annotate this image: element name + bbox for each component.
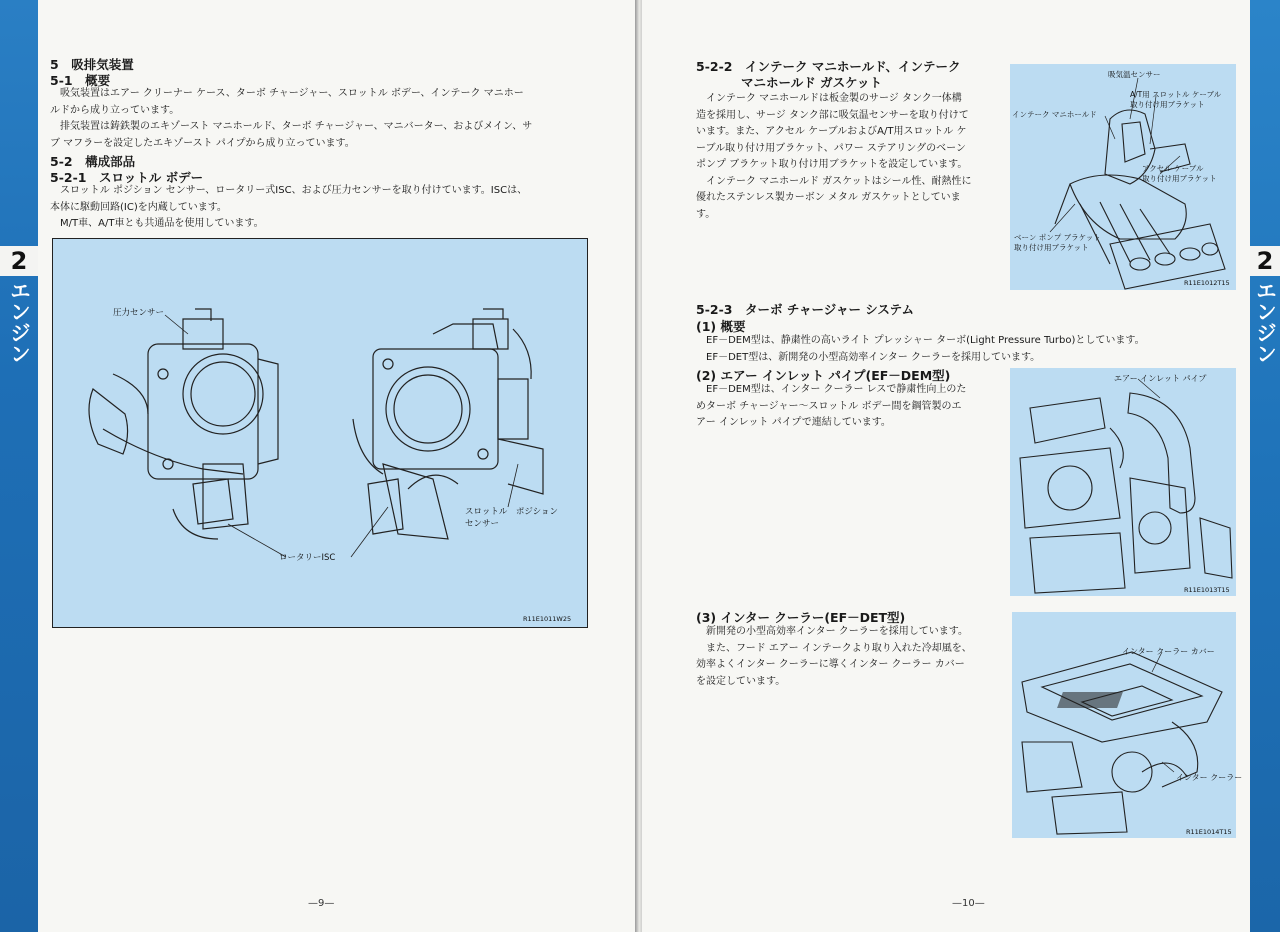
page-number-left: —9— <box>308 898 335 909</box>
heading-overview: (1) 概要 <box>696 319 746 334</box>
label-vane-pump-2: 取り付け用ブラケット <box>1014 243 1089 252</box>
chapter-title: エンジン <box>7 280 32 364</box>
figure-code-2: R11E1013T15 <box>1184 586 1230 594</box>
label-intake-manifold: インテーク マニホールド <box>1012 110 1097 119</box>
paragraph-5-2-2: インテーク マニホールドは板金製のサージ タンク一体構 造を採用し、サージ タンク部に吸気温センサーを取り付けて います。また、アクセル ケーブルおよびA/T用スロットル ケ ーブル取り付け用ブラケット、パワー ステアリングのベーン ポンプ ブラケット取り付け用ブラケットを設定しています。 インテーク マニホールド ガスケットはシール性、耐熱性に 優れたステンレス製カーボン メタル ガスケットとしていま す。 <box>696 93 972 220</box>
figure-code-1: R11E1012T15 <box>1184 279 1230 287</box>
label-rotary-isc: ロータリーISC <box>279 553 336 563</box>
air-inlet-pipe-drawing <box>1010 368 1236 596</box>
intake-manifold-figure <box>1010 64 1236 290</box>
heading-5-2: 5-2 構成部品 <box>50 154 136 169</box>
paragraph-5-1: 吸気装置はエアー クリーナー ケース、ターボ チャージャー、スロットル ボデー、インテーク マニホー ルドから成り立っています。 排気装置は鋳鉄製のエキゾースト マニホールド、ターボ チャージャー、マニバーター、およびメイン、サ ブ マフラーを設定したエキゾースト パイプから成り立っています。 <box>50 88 533 149</box>
heading-5-1: 5-1 概要 <box>50 73 111 88</box>
chapter-tab-left <box>0 0 38 932</box>
paragraph-air-inlet-pipe: EF－DEM型は、インター クーラー レスで静粛性向上のた めターボ チャージャー～スロットル ボデー間を鋼管製のエ アー インレット パイプで連結しています。 <box>696 384 967 428</box>
figure-code-3: R11E1014T15 <box>1186 828 1232 836</box>
label-vane-pump-1: ベーン ポンプ ブラケット <box>1014 233 1101 242</box>
chapter-title-right: エンジン <box>1253 280 1278 364</box>
heading-5-2-2-line1: 5-2-2 インテーク マニホールド、インテーク <box>696 59 961 74</box>
heading-5: 5 吸排気装置 <box>50 57 134 72</box>
label-tps-2: センサー <box>465 519 500 529</box>
paragraph-5-2-1: スロットル ポジション センサー、ロータリー式ISC、および圧力センサーを取り付けています。ISCは、 本体に駆動回路(IC)を内蔵しています。 M/T車、A/T車とも共通品を使用しています。 <box>50 185 528 229</box>
chapter-number: 2 <box>0 246 38 276</box>
label-intercooler: インター クーラー <box>1176 773 1243 782</box>
paragraph-overview: EF－DEM型は、静粛性の高いライト プレッシャー ターボ(Light Pressure Turbo)としています。 EF－DET型は、新開発の小型高効率インター クーラーを採用しています。 <box>706 335 1145 363</box>
label-tps-1: スロットル ポジション <box>465 507 558 517</box>
binding-gutter <box>635 0 642 932</box>
label-at-cable-1: A/T用 スロットル ケーブル <box>1130 90 1222 99</box>
intercooler-figure <box>1012 612 1243 838</box>
air-inlet-pipe-figure <box>1010 368 1236 596</box>
label-intake-temp-sensor: 吸気温センサー <box>1108 70 1161 79</box>
paragraph-intercooler: 新開発の小型高効率インター クーラーを採用しています。 また、フード エアー インテークより取り入れた冷却風を、 効率よくインター クーラーに導くインター クーラー カバー を設定しています。 <box>696 626 972 687</box>
heading-air-inlet-pipe: (2) エアー インレット パイプ(EF－DEM型) <box>696 368 951 383</box>
label-accel-cable-1: アクセル ケーブル <box>1142 164 1204 173</box>
throttle-body-figure <box>52 238 588 628</box>
chapter-tab-right <box>1250 0 1280 932</box>
heading-5-2-3: 5-2-3 ターボ チャージャー システム <box>696 302 915 317</box>
chapter-number-right: 2 <box>1250 246 1280 276</box>
page-right <box>642 0 1250 932</box>
label-intercooler-cover: インター クーラー カバー <box>1122 647 1215 656</box>
figure-code: R11E1011W25 <box>523 615 572 623</box>
label-pressure-sensor: 圧力センサー <box>113 308 165 318</box>
page-left <box>38 0 635 932</box>
heading-5-2-2-line2: マニホールド ガスケット <box>741 75 882 90</box>
label-at-cable-2: 取り付け用ブラケット <box>1130 100 1205 109</box>
label-air-inlet-pipe: エアー インレット パイプ <box>1114 374 1207 383</box>
label-accel-cable-2: 取り付け用ブラケット <box>1142 174 1217 183</box>
page-number-right: —10— <box>952 898 985 909</box>
throttle-body-drawing <box>53 239 587 627</box>
heading-5-2-1: 5-2-1 スロットル ボデー <box>50 170 204 185</box>
heading-intercooler: (3) インター クーラー(EF－DET型) <box>696 610 906 625</box>
